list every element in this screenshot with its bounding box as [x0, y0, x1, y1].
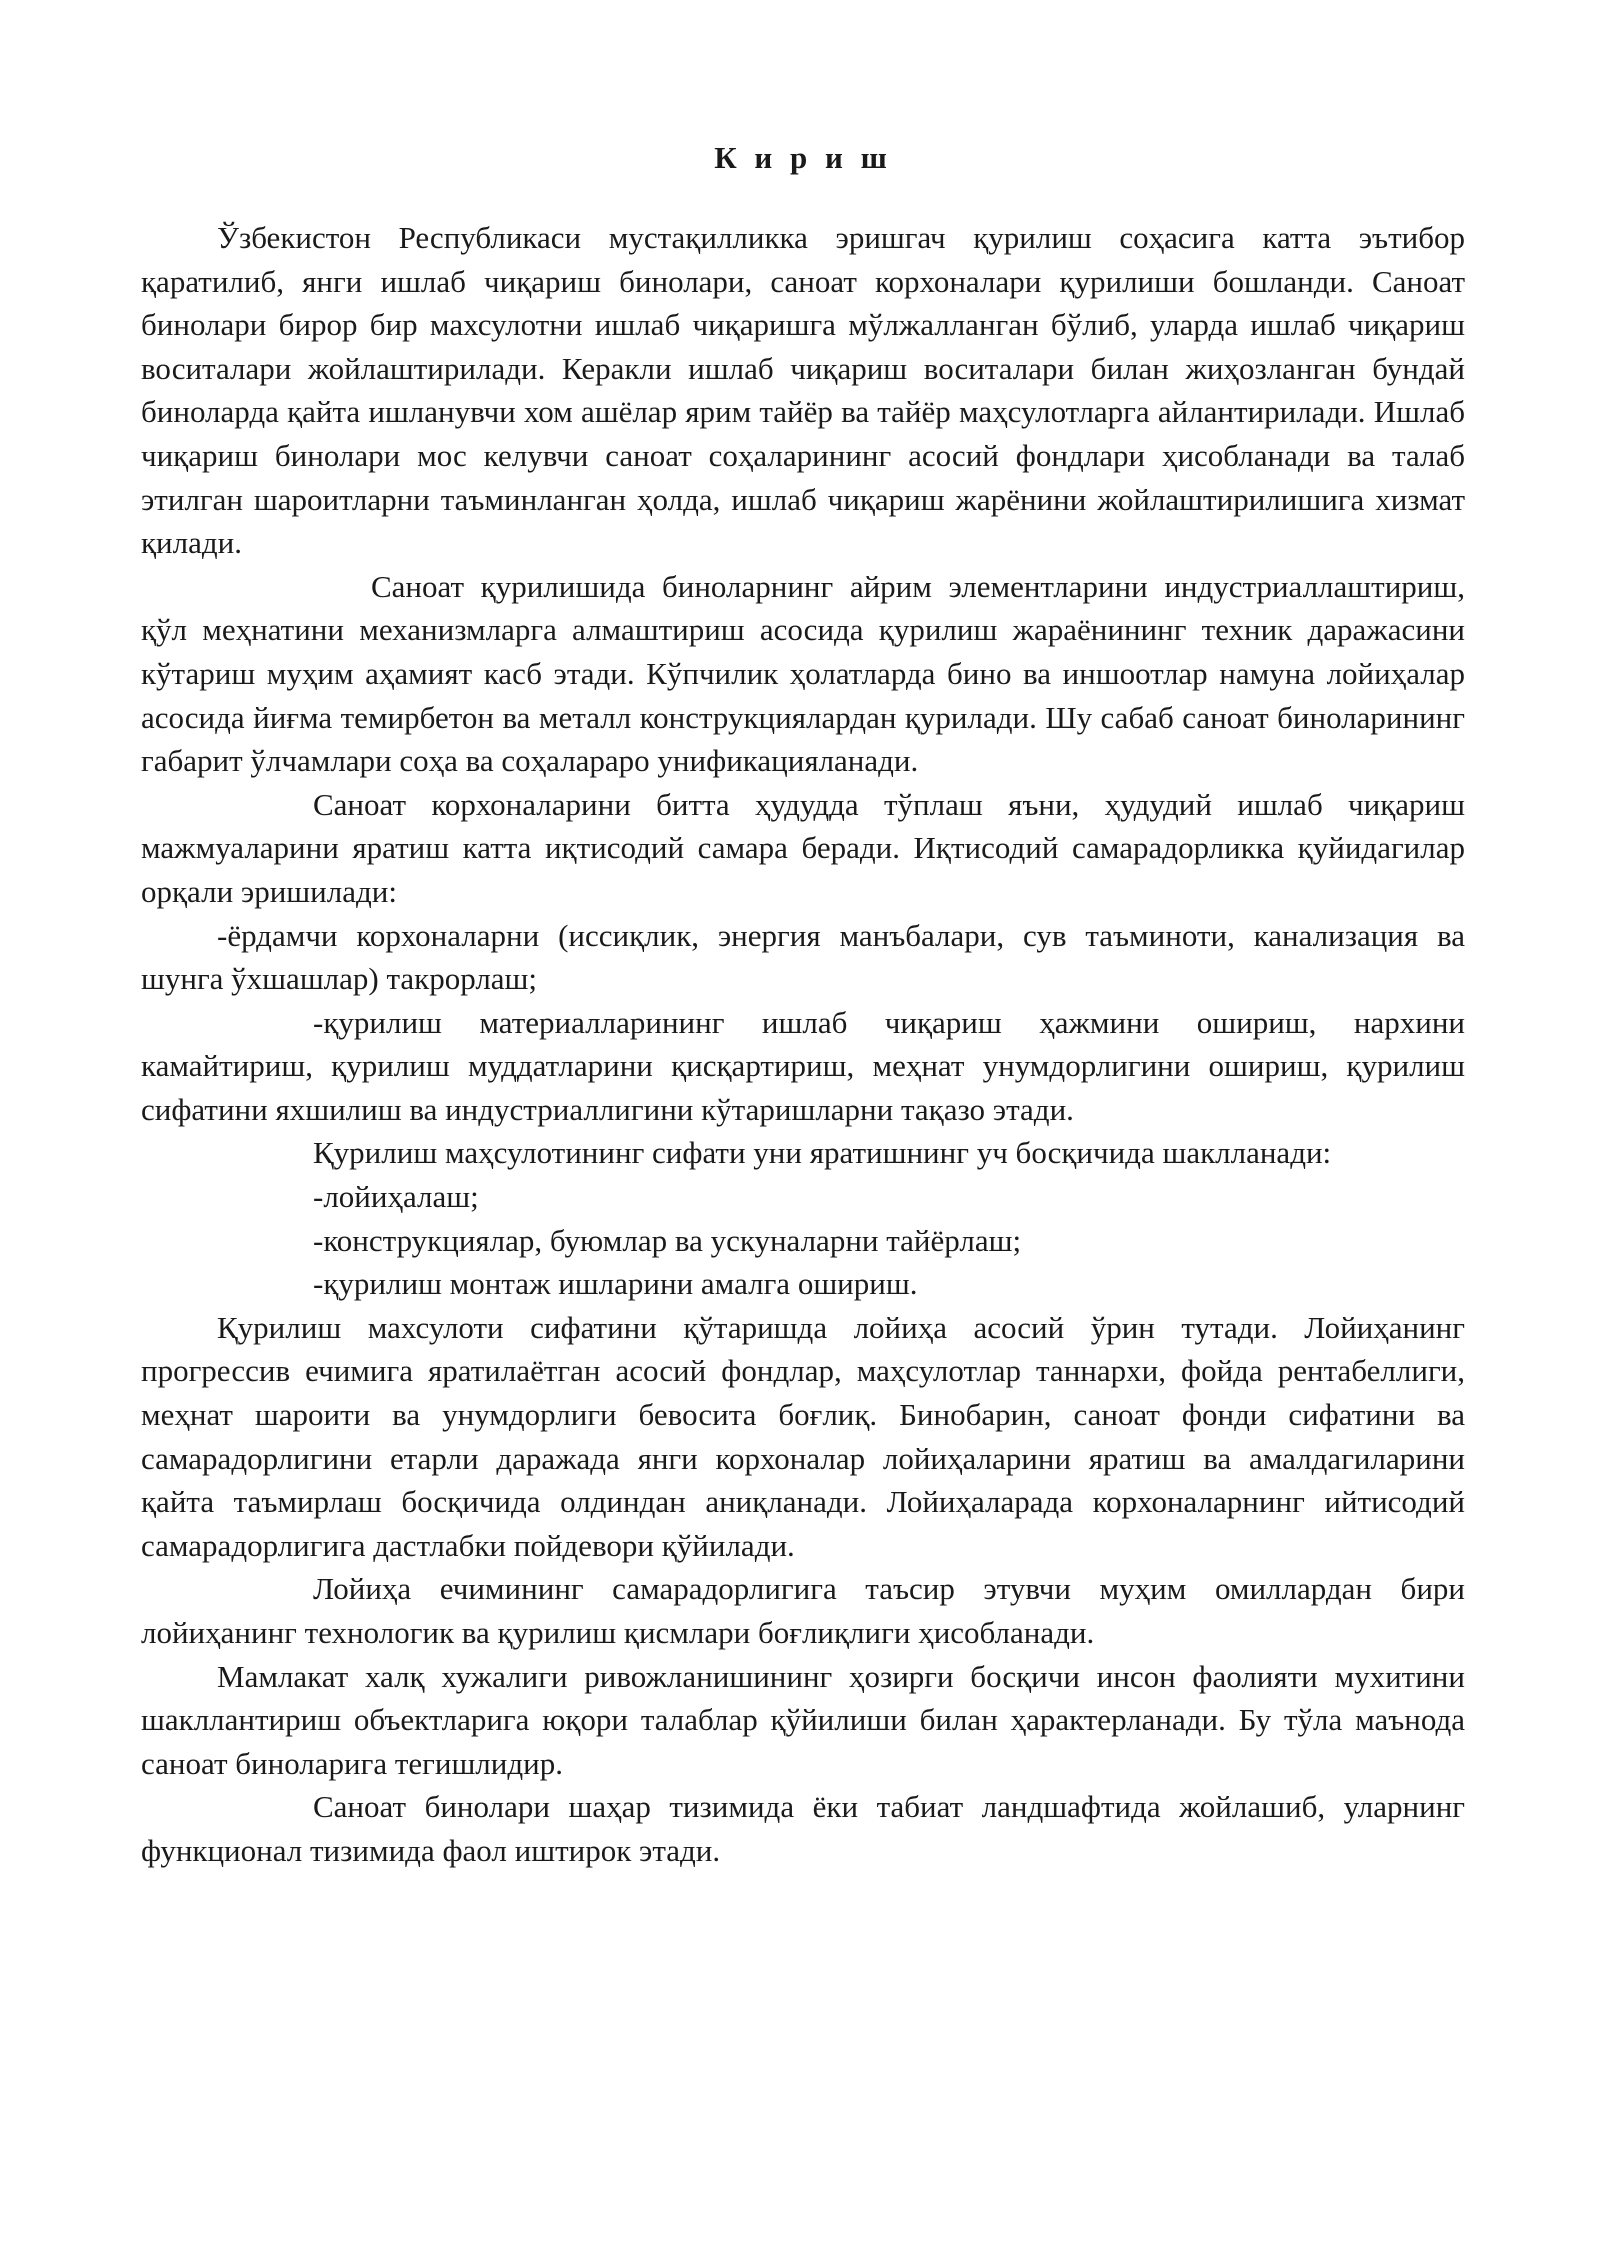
paragraph-materials-production: -қурилиш материалларининг ишлаб чиқариш ҳажмини ошириш, нархини камайтириш, қурилиш муддатларини қисқартириш, меҳнат унумдорлигини ошириш, қурилиш сифатини яхшилиш ва индустриаллигини кўтаришларни тақазо этади.	[141, 1004, 1465, 1127]
paragraph-territorial-clusters: Саноат корхоналарини битта ҳудудда тўплаш яъни, ҳудудий ишлаб чиқариш мажмуаларини яратиш катта иқтисодий самара беради. Иқтисодий самарадорликка қуйидагилар орқали эришилади:	[141, 786, 1465, 909]
page-title: К и р и ш	[714, 140, 892, 175]
paragraph-auxiliary-enterprises: -ёрдамчи корхоналарни (иссиқлик, энергия манъбалари, сув таъминоти, канализация ва шунга ўхшашлар) такрорлаш;	[141, 917, 1465, 997]
paragraph-development-stage: Мамлакат халқ хужалиги ривожланишининг ҳозирги босқичи инсон фаолияти мухитини шакллантириш объектларига юқори талаблар қўйилиши билан ҳарактерланади. Бу тўла маънода саноат биноларига тегишлидир.	[141, 1658, 1465, 1781]
paragraph-intro: Ўзбекистон Республикаси мустақилликка эришгач қурилиш соҳасига катта эътибор қаратилиб, янги ишлаб чиқариш бинолари, саноат корхоналари қурилиши бошланди. Саноат бинолари бирор бир махсулотни ишлаб чиқаришга мўлжалланган бўлиб, уларда ишлаб чиқариш воситалари жойлаштирилади. Керакли ишлаб чиқариш воситалари билан жиҳозланган бундай биноларда қайта ишланувчи хом ашёлар ярим тайёр ва тайёр маҳсулотларга айлантирилади. Ишлаб чиқариш бинолари мос келувчи саноат соҳаларининг асосий фондлари ҳисобланади ва талаб этилган шароитларни таъминланган ҳолда, ишлаб чиқариш жарёнини жойлаштирилишига хизмат қилади.	[141, 220, 1465, 561]
list-item: -қурилиш монтаж ишларини амалга ошириш.	[313, 1266, 918, 1302]
document-body	[141, 216, 1465, 1873]
paragraph-efficiency-factors: Лойиҳа ечимининг самарадорлигига таъсир этувчи муҳим омиллардан бири лойиҳанинг технологик ва қурилиш қисмлари боғлиқлиги ҳисобланади.	[141, 1571, 1465, 1650]
paragraph-quality-stages: Қурилиш маҳсулотининг сифати уни яратишнинг уч босқичида шаклланади:	[313, 1135, 1332, 1171]
paragraph-urban-system: Саноат бинолари шаҳар тизимида ёки табиат ландшафтида жойлашиб, уларнинг функционал тизимида фаол иштирок этади.	[141, 1789, 1465, 1868]
stages-list	[141, 1175, 1465, 1306]
list-item: -конструкциялар, буюмлар ва ускуналарни тайёрлаш;	[313, 1222, 1022, 1258]
list-item: -лойиҳалаш;	[313, 1179, 479, 1215]
paragraph-project-role: Қурилиш махсулоти сифатини қўтаришда лойиҳа асосий ўрин тутади. Лойиҳанинг прогрессив ечимига яратилаётган асосий фондлар, маҳсулотлар таннархи, фойда рентабеллиги, меҳнат шароити ва унумдорлиги бевосита боғлиқ. Бинобарин, саноат фонди сифатини ва самарадорлигини етарли даражада янги корхоналар лойиҳаларини яратиш ва амалдагиларини қайта таъмирлаш босқичида олдиндан аниқланади. Лойиҳаларада корхоналарнинг ийтисодий самарадорлигига дастлабки пойдевори қўйилади.	[141, 1309, 1465, 1563]
paragraph-industrialization: Саноат қурилишида биноларнинг айрим элементларини индустриаллаштириш, қўл меҳнатини механизмларга алмаштириш асосида қурилиш жараёнининг техник даражасини кўтариш муҳим аҳамият касб этади. Кўпчилик ҳолатларда бино ва иншоотлар намуна лойиҳалар асосида йиғма темирбетон ва металл конструкциялардан қурилади. Шу сабаб саноат биноларининг габарит ўлчамлари соҳа ва соҳалараро унификацияланади.	[141, 568, 1465, 779]
